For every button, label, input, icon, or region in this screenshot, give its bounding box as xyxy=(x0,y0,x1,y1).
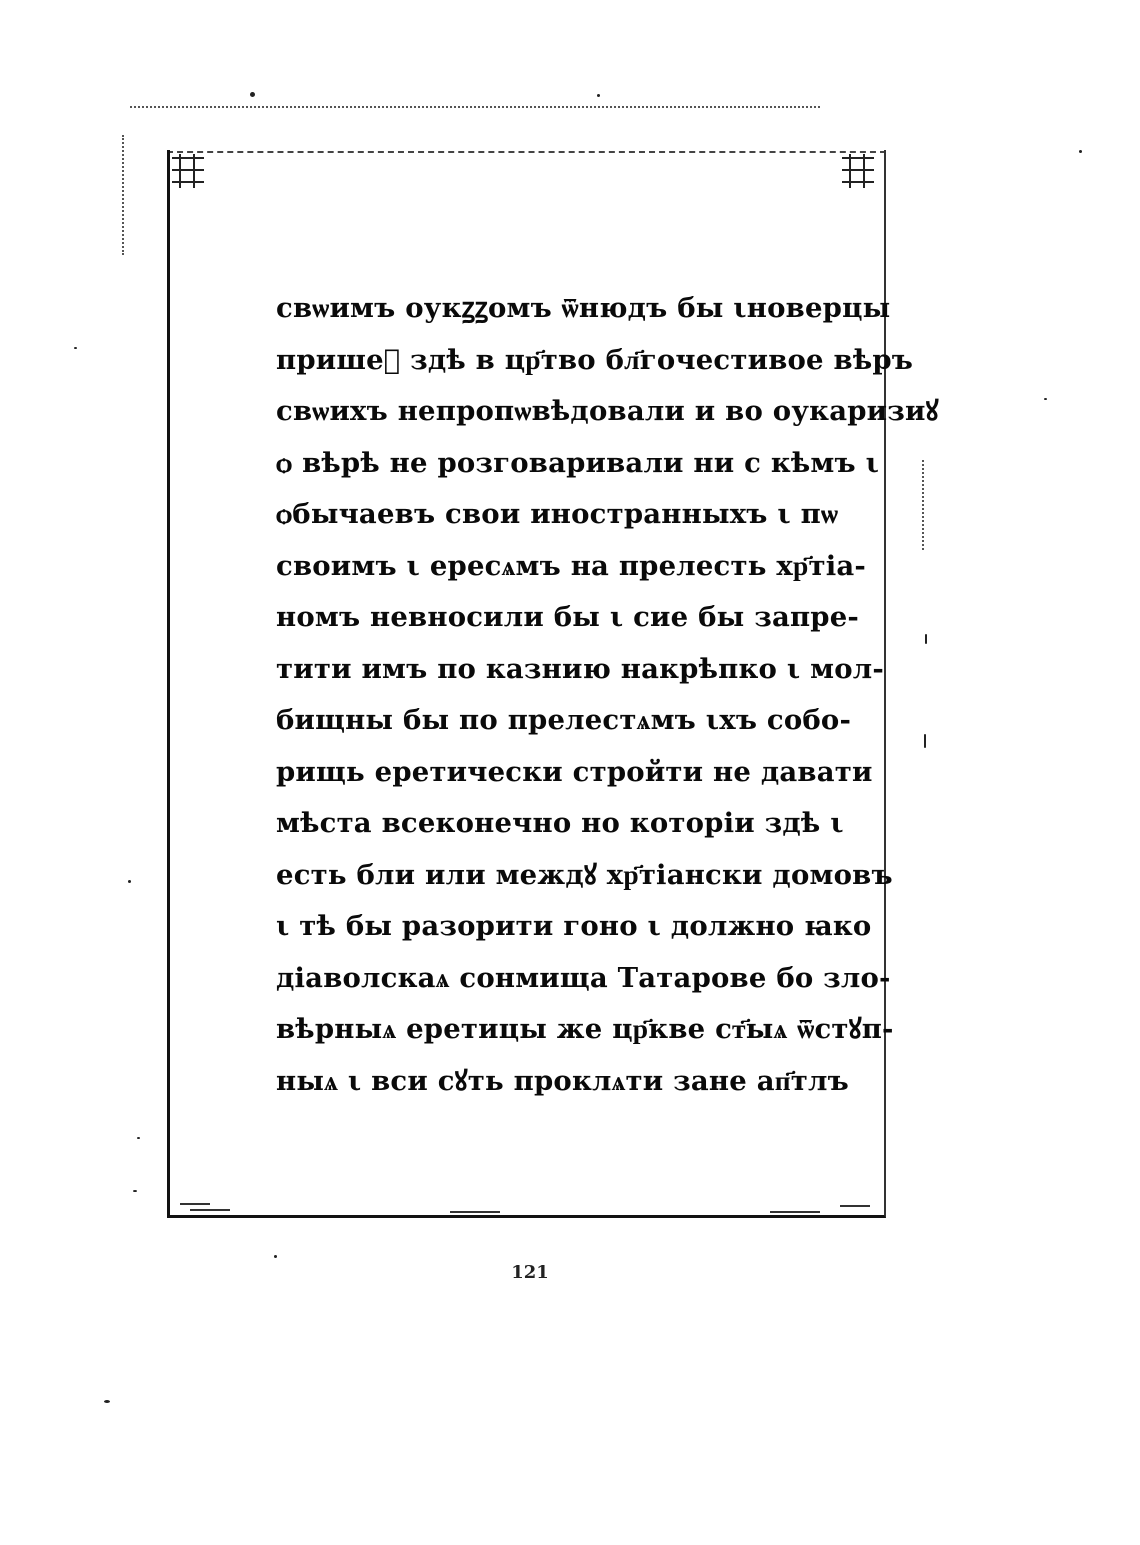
text-line: пришеⷣ здѣ в цр҃тво бл҃гочестивое вѣръ xyxy=(276,343,914,376)
scan-speck xyxy=(250,92,255,97)
scan-speck xyxy=(128,880,131,883)
scan-speck xyxy=(597,94,600,97)
text-line: ѻ вѣрѣ не розговаривали ни с кѣмъ ι xyxy=(276,446,880,479)
text-line: свѡимъ оукꙁꙁомъ ѿнюдъ бы ιноверцы xyxy=(276,292,891,324)
scan-speck xyxy=(274,1255,277,1258)
text-line: ι тѣ бы разорити гоно ι должно ꙗко xyxy=(276,910,872,942)
text-line: дiаволскаѧ сонмища Татарове бо зло- xyxy=(276,961,891,994)
text-line: номъ невносили бы ι сие бы запре- xyxy=(276,601,860,633)
text-line: мѣста всеконечно но которiи здѣ ι xyxy=(276,807,844,839)
scan-dotted-rule-right xyxy=(922,460,924,550)
text-line: своимъ ι ересѧмъ на прелесть хр҃тiа- xyxy=(276,549,866,582)
page-number: 121 xyxy=(511,1262,549,1283)
text-line: есть бли или междꙋ хр҃тiански домовъ xyxy=(276,858,893,891)
scan-dotted-rule-left xyxy=(122,135,124,255)
scan-speck xyxy=(925,634,927,644)
scan-speck xyxy=(74,347,77,349)
text-line: тити имъ по казнию накрѣпко ι мол- xyxy=(276,652,884,685)
scan-speck xyxy=(137,1137,140,1139)
text-line: рищь еретически стройти не давати xyxy=(276,755,873,788)
text-line: вѣрныѧ еретицы же цр҃кве ст҃ыѧ ѿстꙋп- xyxy=(276,1013,894,1045)
scan-speck xyxy=(924,734,926,748)
text-line: свѡихъ непропѡвѣдовали и во оукаризиꙋ xyxy=(276,395,939,427)
text-line: ныѧ ι вси сꙋть проклѧти зане ап҃тлъ xyxy=(276,1064,849,1097)
scan-speck xyxy=(133,1190,137,1192)
scan-speck xyxy=(104,1400,110,1403)
frame-bottom-dashes xyxy=(170,1198,884,1218)
scan-speck xyxy=(1079,150,1082,153)
scan-dotted-rule-top xyxy=(130,106,820,108)
text-line: бищны бы по прелестѧмъ ιхъ собо- xyxy=(276,704,852,736)
main-text-block xyxy=(276,283,939,1107)
corner-ornament-top-left xyxy=(168,152,208,190)
scan-speck xyxy=(1044,398,1047,400)
corner-ornament-top-right xyxy=(838,152,878,190)
text-line: ѻбычаевъ свои иностранныхъ ι пѡ xyxy=(276,498,839,530)
